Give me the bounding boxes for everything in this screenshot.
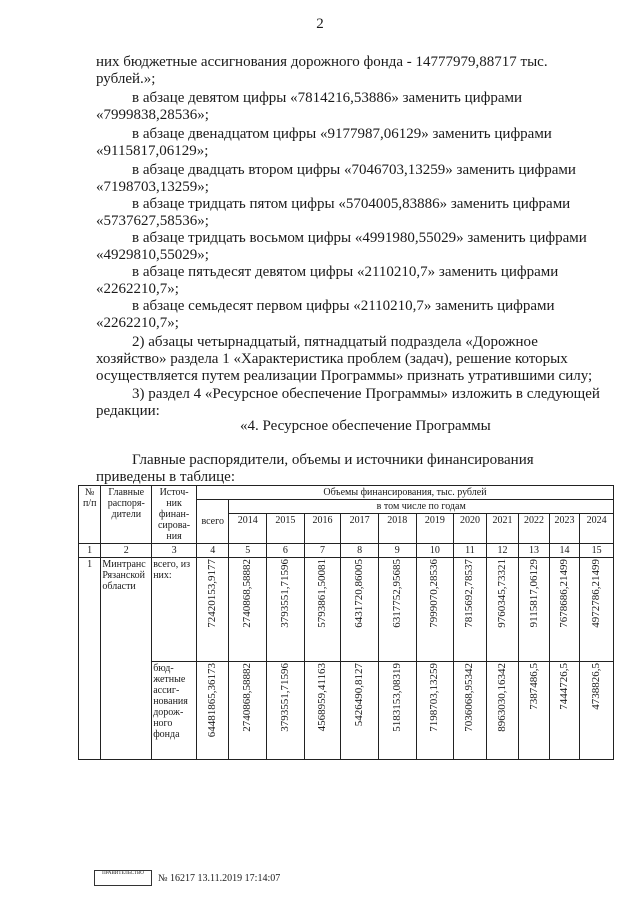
column-number: 15 <box>580 544 614 558</box>
column-number: 7 <box>304 544 341 558</box>
text-line: «9115817,06129»; <box>96 143 209 159</box>
text-line: приведены в таблице: <box>96 469 236 485</box>
paragraph-1 <box>96 54 608 88</box>
text-line: в абзаце девятом цифры «7814216,53886» заменить цифрами <box>132 90 523 106</box>
value-cell <box>580 662 614 760</box>
header-distributor: Главные распоря-дители <box>101 486 152 544</box>
year-header: 2020 <box>454 514 487 544</box>
value-cell <box>341 558 379 662</box>
value-cell <box>454 662 487 760</box>
text-line: осуществляется путем реализации Программы» признать утратившими силу; <box>96 368 593 384</box>
text-line: «7999838,28536»; <box>96 107 209 123</box>
year-header: 2018 <box>378 514 416 544</box>
header-num: № п/п <box>79 486 101 544</box>
seal-stamp <box>94 870 152 886</box>
value-cell-text: 4568959,41163 <box>316 663 329 732</box>
value-cell-text: 9760345,73321 <box>496 559 508 628</box>
footer <box>94 870 280 886</box>
value-cell-text: 7444726,5 <box>558 663 571 710</box>
value-cell <box>341 662 379 760</box>
paragraph-6 <box>96 230 608 264</box>
text-line: «7198703,13259»; <box>96 179 209 195</box>
value-cell-text: 4972786,21499 <box>590 559 603 628</box>
paragraph-5 <box>96 196 608 230</box>
text-line: хозяйство» раздела 1 «Характеристика проблем (задач), решение которых <box>96 351 568 367</box>
year-header: 2015 <box>267 514 305 544</box>
paragraph-3 <box>96 126 608 160</box>
text-line: редакции: <box>96 403 160 419</box>
document-info: № 16217 13.11.2019 17:14:07 <box>158 872 281 884</box>
column-number: 6 <box>267 544 305 558</box>
text-line: в абзаце двадцать втором цифры «7046703,13259» заменить цифрами <box>132 162 576 178</box>
value-cell-text: 6431720,86005 <box>353 559 366 628</box>
paragraph-4 <box>96 162 608 196</box>
value-cell-text: 3793551,71596 <box>278 559 291 628</box>
year-header: 2019 <box>416 514 454 544</box>
source-cell: бюд-жетные ассиг-нования дорож-ного фонда <box>152 662 197 760</box>
value-cell <box>549 558 580 662</box>
text-line: 2) абзацы четырнадцатый, пятнадцатый подраздела «Дорожное <box>132 334 538 350</box>
year-header: 2016 <box>304 514 341 544</box>
year-header: 2022 <box>519 514 550 544</box>
text-line: в абзаце семьдесят первом цифры «2110210,7» заменить цифрами <box>132 298 555 314</box>
value-cell <box>519 558 550 662</box>
section-heading: «4. Ресурсное обеспечение Программы <box>240 418 491 434</box>
year-header: 2014 <box>229 514 267 544</box>
value-cell-text: 7036068,95342 <box>463 663 476 732</box>
seal-text: ПРАВИТЕЛЬСТВО <box>102 871 144 876</box>
column-number: 10 <box>416 544 454 558</box>
distributor-cell: Минтранс Рязанской области <box>101 558 152 760</box>
column-number: 12 <box>486 544 519 558</box>
text-line: 3) раздел 4 «Ресурсное обеспечение Программы» изложить в следующей <box>132 386 600 402</box>
value-cell-text: 2740868,58882 <box>241 663 254 732</box>
row-number: 1 <box>79 558 101 760</box>
value-cell-text: 7815692,78537 <box>463 559 476 628</box>
paragraph-2 <box>96 90 608 124</box>
text-line: «5737627,58536»; <box>96 213 209 229</box>
source-cell: всего, из них: <box>152 558 197 662</box>
value-cell <box>304 558 341 662</box>
total-cell-text: 64481865,36173 <box>206 663 219 738</box>
value-cell <box>416 662 454 760</box>
value-cell-text: 9115817,06129 <box>527 559 540 628</box>
total-cell-text: 72420153,9177 <box>206 559 219 628</box>
header-source: Источ-ник финан-сирова-ния <box>152 486 197 544</box>
header-by-years: в том числе по годам <box>229 500 614 514</box>
page-number: 2 <box>316 16 324 32</box>
year-header: 2023 <box>549 514 580 544</box>
paragraph-9 <box>96 334 608 385</box>
value-cell <box>304 662 341 760</box>
year-header: 2021 <box>486 514 519 544</box>
value-cell <box>267 662 305 760</box>
paragraph-7 <box>96 264 608 298</box>
value-cell-text: 5183153,08319 <box>390 663 403 732</box>
text-line: рублей.»; <box>96 71 156 87</box>
column-number: 3 <box>152 544 197 558</box>
value-cell <box>378 558 416 662</box>
table-intro <box>96 452 608 486</box>
value-cell-text: 5426490,8127 <box>353 663 366 727</box>
column-number: 8 <box>341 544 379 558</box>
text-line: в абзаце двенадцатом цифры «9177987,06129» заменить цифрами <box>132 126 552 142</box>
value-cell <box>454 558 487 662</box>
value-cell <box>549 662 580 760</box>
value-cell <box>378 662 416 760</box>
value-cell <box>486 662 519 760</box>
value-cell <box>229 558 267 662</box>
value-cell <box>486 558 519 662</box>
value-cell <box>229 662 267 760</box>
value-cell <box>416 558 454 662</box>
value-cell-text: 7387486,5 <box>527 663 540 710</box>
value-cell-text: 8963030,16342 <box>496 663 508 732</box>
value-cell-text: 2740868,58882 <box>241 559 254 628</box>
value-cell-text: 7198703,13259 <box>428 663 441 732</box>
paragraph-8 <box>96 298 608 332</box>
value-cell <box>580 558 614 662</box>
text-line: в абзаце тридцать пятом цифры «5704005,83886» заменить цифрами <box>132 196 571 212</box>
text-line: «4929810,55029»; <box>96 247 209 263</box>
value-cell-text: 4738826,5 <box>590 663 603 710</box>
text-line: в абзаце тридцать восьмом цифры «4991980,55029» заменить цифрами <box>132 230 587 246</box>
text-line: «2262210,7»; <box>96 315 179 331</box>
column-number: 14 <box>549 544 580 558</box>
text-line: них бюджетные ассигнования дорожного фонда - 14777979,88717 тыс. <box>96 54 548 70</box>
value-cell-text: 3793551,71596 <box>278 663 291 732</box>
value-cell-text: 5793861,50081 <box>316 559 329 628</box>
column-number: 5 <box>229 544 267 558</box>
value-cell <box>267 558 305 662</box>
column-number: 13 <box>519 544 550 558</box>
value-cell-text: 7999070,28536 <box>428 559 441 628</box>
total-cell <box>196 558 229 662</box>
value-cell-text: 7678686,21499 <box>558 559 571 628</box>
column-number: 2 <box>101 544 152 558</box>
column-number: 1 <box>79 544 101 558</box>
paragraph-10 <box>96 386 608 420</box>
value-cell <box>519 662 550 760</box>
header-total: всего <box>196 500 229 544</box>
column-number: 11 <box>454 544 487 558</box>
text-line: Главные распорядители, объемы и источники финансирования <box>132 452 534 468</box>
year-header: 2017 <box>341 514 379 544</box>
text-line: в абзаце пятьдесят девятом цифры «2110210,7» заменить цифрами <box>132 264 559 280</box>
year-header: 2024 <box>580 514 614 544</box>
total-cell <box>196 662 229 760</box>
financing-table <box>78 485 614 760</box>
column-number: 9 <box>378 544 416 558</box>
text-line: «2262210,7»; <box>96 281 179 297</box>
value-cell-text: 6317752,95685 <box>390 559 403 628</box>
header-volumes: Объемы финансирования, тыс. рублей <box>196 486 613 500</box>
column-number: 4 <box>196 544 229 558</box>
